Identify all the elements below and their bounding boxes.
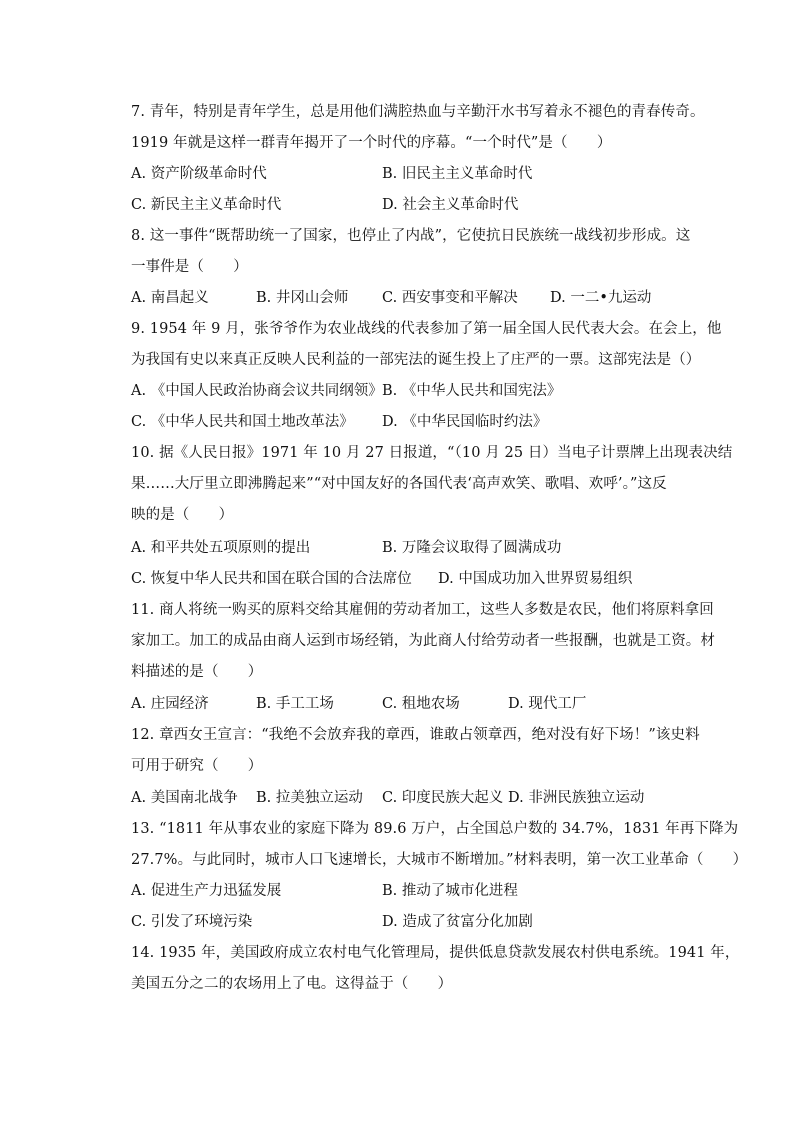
question-12-line-1: 12. 章西女王宣言：“我绝不会放弃我的章西，谁敢占领章西，绝对没有好下场！”该史料 [131,727,700,743]
question-11-line-2: 家加工。加工的成品由商人运到市场经销，为此商人付给劳动者一些报酬，也就是工资。材 [131,633,715,649]
question-11-option-a: A. 庄园经济 [131,696,209,712]
question-10-option-a: A. 和平共处五项原则的提出 [131,540,311,556]
question-10-line-1: 10. 据《人民日报》1971 年 10 月 27 日报道，“（10 月 25 日）当电子计票牌上出现表决结 [131,445,733,461]
question-9-option-b: B. 《中华人民共和国宪法》 [382,383,562,399]
question-12-option-b: B. 拉美独立运动 [256,790,363,806]
question-12-option-c: C. 印度民族大起义 [382,790,504,806]
question-7-line-2: 1919 年就是这样一群青年揭开了一个时代的序幕。“一个时代”是（ ） [131,135,612,151]
question-8-option-d: D. 一二•九运动 [550,290,652,306]
question-13-line-2: 27.7%。与此同时，城市人口飞速增长，大城市不断增加。”材料表明，第一次工业革命（ ） [131,852,748,868]
question-9-option-c: C. 《中华人民共和国土地改革法》 [131,414,354,430]
question-7-option-c: C. 新民主主义革命时代 [131,197,282,213]
question-13-option-b: B. 推动了城市化进程 [382,883,518,899]
question-14-line-1: 14. 1935 年，美国政府成立农村电气化管理局，提供低息贷款发展农村供电系统。1941 年， [131,945,740,961]
question-13-line-1: 13. “1811 年从事农业的家庭下降为 89.6 万户，占全国总户数的 34.7%，1831 年再下降为 [131,821,739,837]
question-12-option-d: D. 非洲民族独立运动 [508,790,645,806]
question-8-option-c: C. 西安事变和平解决 [382,290,518,306]
question-10-line-3: 映的是（ ） [131,507,234,523]
question-13-option-a: A. 促进生产力迅猛发展 [131,883,282,899]
question-7-option-a: A. 资产阶级革命时代 [131,166,267,182]
question-11-option-d: D. 现代工厂 [508,696,587,712]
question-8-option-a: A. 南昌起义 [131,290,209,306]
question-8-line-2: 一事件是（ ） [131,259,248,275]
question-9-line-2: 为我国有史以来真正反映人民利益的一部宪法的诞生投上了庄严的一票。这部宪法是（） [131,352,701,368]
question-8-option-b: B. 井冈山会师 [256,290,349,306]
question-11-option-c: C. 租地农场 [382,696,460,712]
question-13-option-d: D. 造成了贫富分化加剧 [382,914,533,930]
question-12-option-a: A. 美国南北战争 [131,790,238,806]
question-11-option-b: B. 手工工场 [256,696,334,712]
question-11-line-1: 11. 商人将统一购买的原料交给其雇佣的劳动者加工，这些人多数是农民，他们将原料拿回 [131,602,714,618]
question-9-line-1: 9. 1954 年 9 月，张爷爷作为农业战线的代表参加了第一届全国人民代表大会。在会上，他 [131,321,722,337]
question-13-option-c: C. 引发了环境污染 [131,914,253,930]
question-10-line-2: 果……大厅里立即沸腾起来”“对中国友好的各国代表‘高声欢笑、歌唱、欢呼’。”这反 [131,476,667,492]
question-10-option-b: B. 万隆会议取得了圆满成功 [382,540,562,556]
question-9-option-a: A. 《中国人民政治协商会议共同纲领》 [131,383,383,399]
question-7-option-d: D. 社会主义革命时代 [382,197,519,213]
question-9-option-d: D. 《中华民国临时约法》 [382,414,548,430]
question-8-line-1: 8. 这一事件“既帮助统一了国家，也停止了内战”，它使抗日民族统一战线初步形成。这 [131,228,691,244]
question-12-line-2: 可用于研究（ ） [131,758,263,774]
question-14-line-2: 美国五分之二的农场用上了电。这得益于（ ） [131,976,453,992]
question-7-option-b: B. 旧民主主义革命时代 [382,166,533,182]
question-7-line-1: 7. 青年，特别是青年学生，总是用他们满腔热血与辛勤汗水书写着永不褪色的青春传奇。 [131,104,705,120]
question-11-line-3: 料描述的是（ ） [131,664,263,680]
question-10-option-c: C. 恢复中华人民共和国在联合国的合法席位 [131,571,412,587]
question-10-option-d: D. 中国成功加入世界贸易组织 [438,571,633,587]
